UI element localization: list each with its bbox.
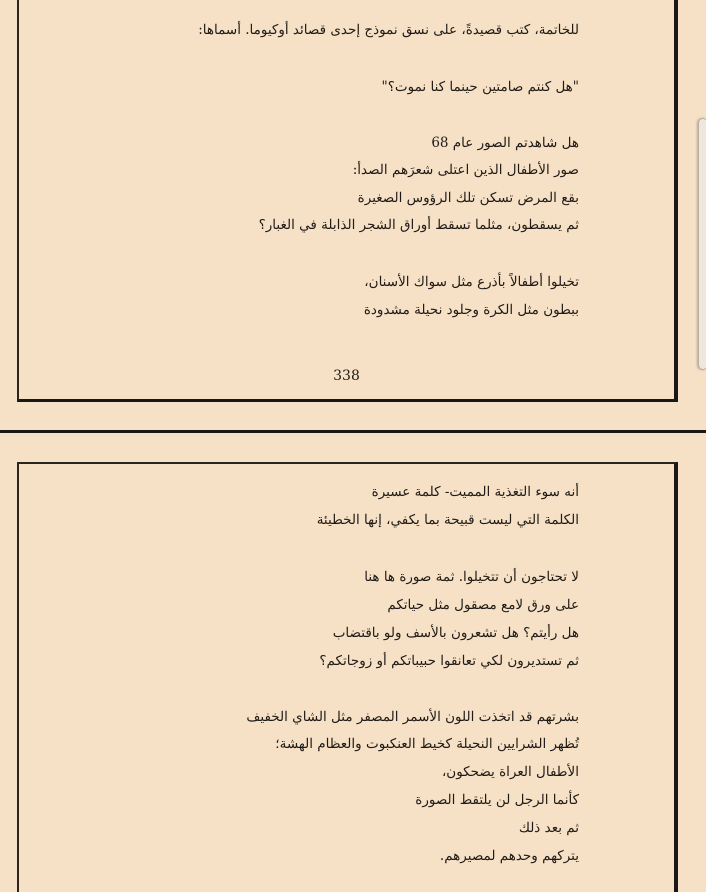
- poem-line: بشرتهم قد اتخذت اللون الأسمر المصفر مثل الشاي الخفيف: [246, 709, 579, 725]
- poem-line: تخيلوا أطفالاً بأذرع مثل سواك الأسنان،: [364, 274, 579, 290]
- poem-line: الأطفال العراة يضحكون،: [441, 764, 579, 780]
- poem-line: هل شاهدتم الصور عام 68: [431, 135, 579, 151]
- page-number: 338: [333, 368, 360, 384]
- book-page-bottom: [17, 462, 678, 892]
- scrollbar-thumb[interactable]: [698, 118, 706, 370]
- poem-line: ثم يسقطون، مثلما تسقط أوراق الشجر الذابلة في الغبار؟: [258, 217, 579, 233]
- poem-line: على ورق لامع مصقول مثل حياتكم: [387, 597, 579, 613]
- poem-line: ثم بعد ذلك: [518, 820, 579, 836]
- poem-line: تُظهر الشرايين النحيلة كخيط العنكبوت والعظام الهشة؛: [275, 736, 579, 752]
- poem-line: بقع المرض تسكن تلك الرؤوس الصغيرة: [357, 190, 579, 206]
- text-line: للخاتمة، كتب قصيدةً، على نسق نموذج إحدى قصائد أوكيوما. أسماها:: [198, 22, 579, 38]
- poem-line: صور الأطفال الذين اعتلى شعرَهم الصدأ:: [352, 162, 579, 178]
- poem-line: أنه سوء التغذية المميت- كلمة عسيرة: [371, 484, 579, 500]
- poem-line: يتركهم وحدهم لمصيرهم.: [439, 848, 579, 864]
- book-page-top: [17, 0, 678, 402]
- poem-line: الكلمة التي ليست قبيحة بما يكفي، إنها الخطيئة: [316, 512, 579, 528]
- page-separator: [0, 430, 706, 433]
- poem-line: ثم تستديرون لكي تعانقوا حبيباتكم أو زوجاتكم؟: [319, 653, 579, 669]
- poem-line: كأنما الرجل لن يلتقط الصورة: [415, 792, 579, 808]
- poem-line: ببطون مثل الكرة وجلود نحيلة مشدودة: [363, 302, 579, 318]
- poem-line: هل رأيتم؟ هل تشعرون بالأسف ولو باقتضاب: [332, 625, 579, 641]
- poem-line: لا تحتاجون أن تتخيلوا. ثمة صورة ها هنا: [364, 569, 579, 585]
- poem-title-line: "هل كنتم صامتين حينما كنا نموت؟": [381, 79, 579, 95]
